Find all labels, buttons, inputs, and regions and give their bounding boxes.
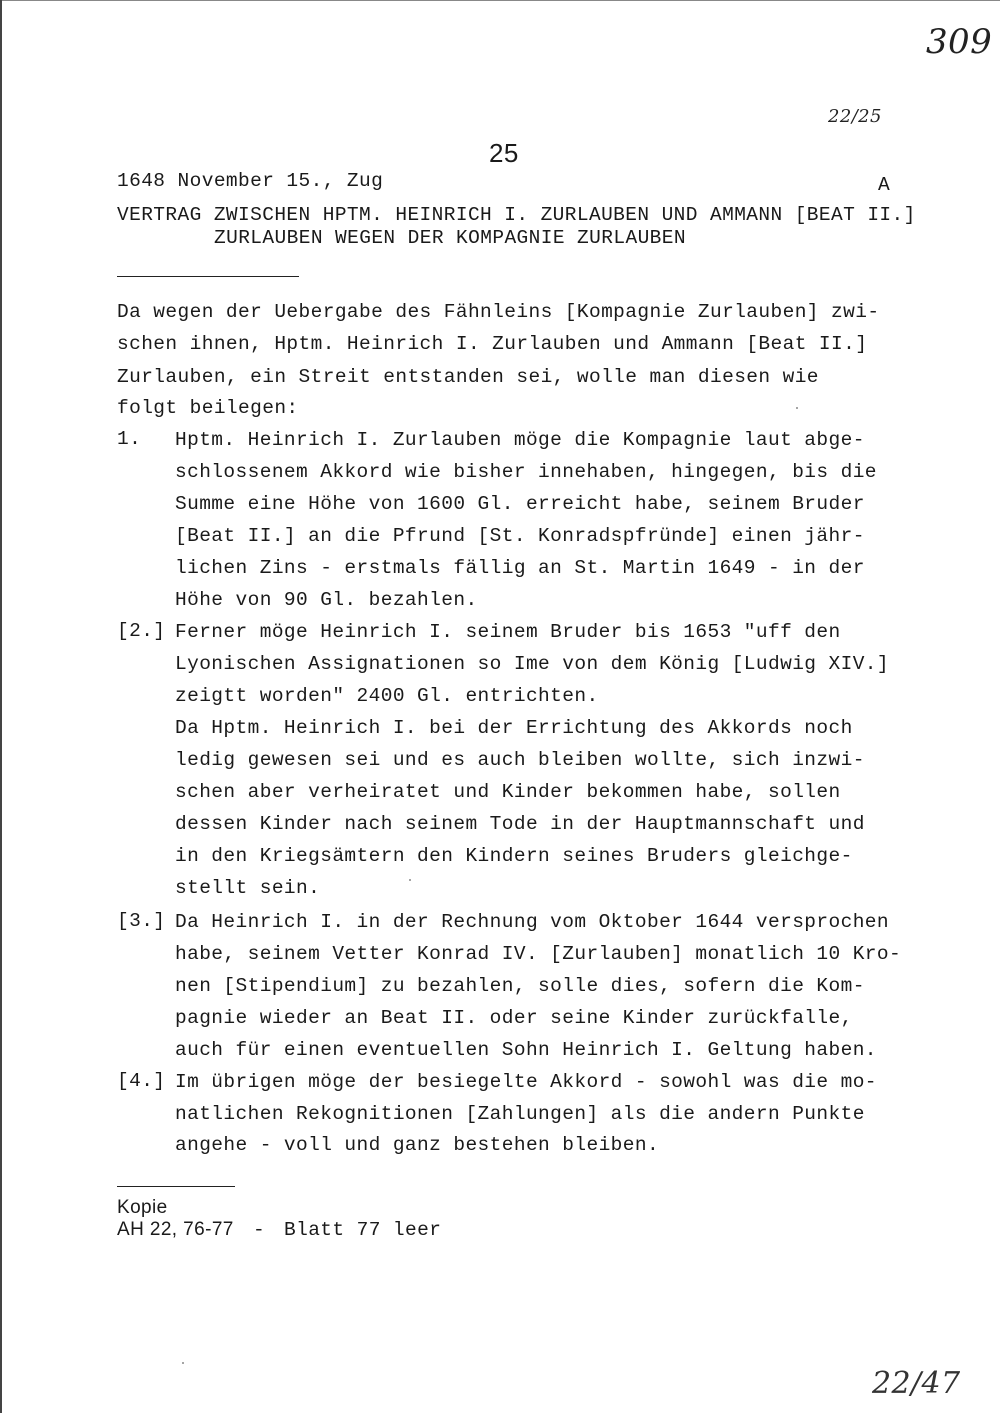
scan-edge-left	[0, 0, 2, 1413]
intro-line: folgt beilegen:	[117, 397, 299, 419]
item-label: [3.]	[117, 910, 166, 932]
item-line: dessen Kinder nach seinem Tode in der Hauptmannschaft und	[175, 813, 865, 835]
source-ref: AH 22, 76-77	[117, 1219, 234, 1240]
scan-speck	[182, 1362, 184, 1364]
intro-line: schen ihnen, Hptm. Heinrich I. Zurlauben und Ammann [Beat II.]	[117, 333, 868, 355]
item-line: stellt sein.	[175, 877, 321, 899]
footnote-rule	[117, 1186, 235, 1187]
header-rule	[117, 276, 299, 277]
item-line: schen aber verheiratet und Kinder bekommen habe, sollen	[175, 781, 841, 803]
item-line: in den Kriegsämtern den Kindern seines Bruders gleichge-	[175, 845, 853, 867]
item-line: Summe eine Höhe von 1600 Gl. erreicht habe, seinem Bruder	[175, 493, 865, 515]
item-label: 1.	[117, 428, 142, 450]
date-line: 1648 November 15., Zug	[117, 170, 384, 192]
item-line: ledig gewesen sei und es auch bleiben wollte, sich inzwi-	[175, 749, 865, 771]
folio-number: 309	[926, 22, 993, 62]
item-line: Da Heinrich I. in der Rechnung vom Oktober 1644 versprochen	[175, 911, 890, 933]
source-note: Blatt 77 leer	[284, 1219, 442, 1241]
item-line: nen [Stipendium] zu bezahlen, solle dies, sofern die Kom-	[175, 975, 865, 997]
intro-line: Da wegen der Uebergabe des Fähnleins [Kompagnie Zurlauben] zwi-	[117, 301, 880, 323]
item-line: Im übrigen möge der besiegelte Akkord - sowohl was die mo-	[175, 1071, 877, 1093]
intro-line: Zurlauben, ein Streit entstanden sei, wolle man diesen wie	[117, 366, 819, 388]
item-line: zeigtt worden" 2400 Gl. entrichten.	[175, 685, 599, 707]
source-dash: -	[253, 1219, 266, 1241]
item-line: lichen Zins - erstmals fällig an St. Martin 1649 - in der	[175, 557, 865, 579]
source-kind: Kopie	[117, 1197, 168, 1218]
item-line: [Beat II.] an die Pfrund [St. Konradspfründe] einen jähr-	[175, 525, 865, 547]
item-line: schlossenem Akkord wie bisher innehaben, hingegen, bis die	[175, 461, 877, 483]
item-line: angehe - voll und ganz bestehen bleiben.	[175, 1134, 660, 1156]
item-line: natlichen Rekognitionen [Zahlungen] als die andern Punkte	[175, 1103, 865, 1125]
title-line-2: ZURLAUBEN WEGEN DER KOMPAGNIE ZURLAUBEN	[214, 227, 686, 249]
copy-type-marker: A	[878, 174, 891, 196]
item-label: [4.]	[117, 1070, 166, 1092]
item-line: Da Hptm. Heinrich I. bei der Errichtung des Akkords noch	[175, 717, 853, 739]
scan-edge-top	[0, 0, 1000, 1]
handwritten-archive-number: 22/47	[872, 1366, 961, 1401]
item-line: Höhe von 90 Gl. bezahlen.	[175, 589, 478, 611]
scan-speck	[409, 879, 411, 881]
item-line: Ferner möge Heinrich I. seinem Bruder bis 1653 "uff den	[175, 621, 841, 643]
item-line: auch für einen eventuellen Sohn Heinrich I. Geltung haben.	[175, 1039, 877, 1061]
item-line: Hptm. Heinrich I. Zurlauben möge die Kompagnie laut abge-	[175, 429, 865, 451]
scan-speck	[796, 407, 798, 409]
archive-reference: 22/25	[828, 106, 882, 127]
item-line: habe, seinem Vetter Konrad IV. [Zurlauben] monatlich 10 Kro-	[175, 943, 902, 965]
item-line: Lyonischen Assignationen so Ime von dem König [Ludwig XIV.]	[175, 653, 890, 675]
item-label: [2.]	[117, 620, 166, 642]
item-line: pagnie wieder an Beat II. oder seine Kinder zurückfalle,	[175, 1007, 853, 1029]
document-number: 25	[489, 138, 519, 168]
title-line-1: VERTRAG ZWISCHEN HPTM. HEINRICH I. ZURLAUBEN UND AMMANN [BEAT II.]	[117, 204, 916, 226]
